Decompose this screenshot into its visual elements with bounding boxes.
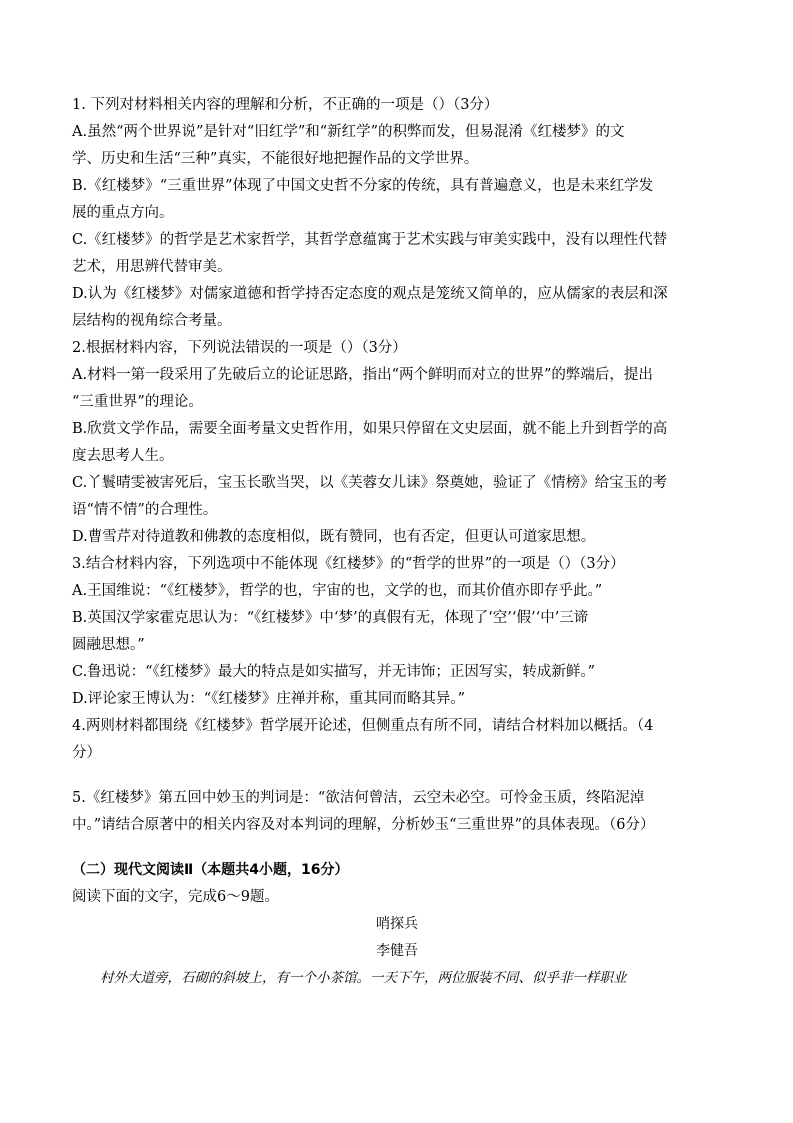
question-2 (72, 335, 722, 551)
story-first-line: 村外大道旁，石砌的斜坡上，有一个小茶馆。一天下午，两位服装不同、似乎非一样职业 (100, 970, 627, 986)
question-3 (72, 551, 722, 713)
question-4-stem: 4.两则材料都围绕《红楼梦》哲学展开论述，但侧重点有所不同，请结合材料加以概括。（4 (72, 718, 654, 734)
document-page (72, 92, 722, 992)
question-1-option-a-line-2: 学、历史和生活“三种”真实，不能很好地把握作品的文学世界。 (72, 151, 479, 167)
question-2-option-b-line-2: 度去思考人生。 (72, 448, 174, 464)
question-1-option-c-line-1: C.《红楼梦》的哲学是艺术家哲学，其哲学意蕴寓于艺术实践与审美实践中，没有以理性代替 (72, 232, 668, 248)
question-1-option-d-line-2: 层结构的视角综合考量。 (72, 313, 232, 329)
spacer (72, 839, 722, 857)
question-4-stem-line-2: 分） (72, 745, 101, 761)
question-1-stem: 1. 下列对材料相关内容的理解和分析，不正确的一项是（）（3分） (72, 97, 499, 113)
question-3-option-d-line-1: D.评论家王博认为：“《红楼梦》庄禅并称，重其同而略其异。” (72, 691, 466, 707)
section-heading: （二）现代文阅读Ⅱ（本题共4小题，16分） (72, 862, 349, 878)
question-1-option-a-line-1: A.虽然“两个世界说”是针对“旧红学”和“新红学”的积弊而发，但易混淆《红楼梦》的文 (72, 124, 625, 140)
question-2-option-d-line-1: D.曹雪芹对待道教和佛教的态度相似，既有赞同，也有否定，但更认可道家思想。 (72, 529, 596, 545)
question-3-option-b-line-2: 圆融思想。” (72, 637, 145, 653)
question-3-stem: 3.结合材料内容，下列选项中不能体现《红楼梦》的“哲学的世界”的一项是（）（3分） (72, 556, 625, 572)
story-title: 哨探兵 (376, 916, 418, 932)
question-2-option-a-line-2: “三重世界”的理论。 (72, 394, 203, 410)
question-2-option-a-line-1: A.材料一第一段采用了先破后立的论证思路，指出“两个鲜明而对立的世界”的弊端后，提出 (72, 367, 653, 383)
question-2-option-b-line-1: B.欣赏文学作品，需要全面考量文史哲作用，如果只停留在文史层面，就不能上升到哲学的高 (72, 421, 668, 437)
question-3-option-c-line-1: C.鲁迅说：“《红楼梦》最大的特点是如实描写，并无讳饰；正因写实，转成新鲜。” (72, 664, 596, 680)
question-1-option-c-line-2: 艺术，用思辨代替审美。 (72, 259, 232, 275)
question-1 (72, 92, 722, 335)
question-2-option-c-line-1: C.丫鬟晴雯被害死后，宝玉长歌当哭，以《芙蓉女儿诔》祭奠她，验证了《情榜》给宝玉的考 (72, 475, 668, 491)
question-1-option-b-line-1: B.《红楼梦》“三重世界”体现了中国文史哲不分家的传统，具有普遍意义，也是未来红学发 (72, 178, 654, 194)
question-2-stem: 2.根据材料内容，下列说法错误的一项是（）（3分） (72, 340, 407, 356)
question-5-line-1: 5.《红楼梦》第五回中妙玉的判词是：“欲洁何曾洁，云空未必空。可怜金玉质，终陷泥淖 (72, 790, 645, 806)
question-1-option-b-line-2: 展的重点方向。 (72, 205, 174, 221)
question-2-option-c-line-2: 语“情不情”的合理性。 (72, 502, 218, 518)
section-instruction: 阅读下面的文字，完成6～9题。 (72, 889, 279, 905)
story-author: 李健吾 (376, 943, 418, 959)
question-5 (72, 785, 722, 839)
spacer (72, 767, 722, 785)
question-5-line-2: 中。”请结合原著中的相关内容及对本判词的理解，分析妙玉“三重世界”的具体表现。（6分） (72, 817, 655, 833)
question-1-option-d-line-1: D.认为《红楼梦》对儒家道德和哲学持否定态度的观点是笼统又简单的，应从儒家的表层和深 (72, 286, 668, 302)
question-3-option-b-line-1: B.英国汉学家霍克思认为：“《红楼梦》中‘梦’的真假有无，体现了‘空’‘假’‘中’三谛 (72, 610, 589, 626)
question-4 (72, 713, 722, 767)
question-3-option-a-line-1: A.王国维说：“《红楼梦》，哲学的也，宇宙的也，文学的也，而其价值亦即存乎此。” (72, 583, 603, 599)
